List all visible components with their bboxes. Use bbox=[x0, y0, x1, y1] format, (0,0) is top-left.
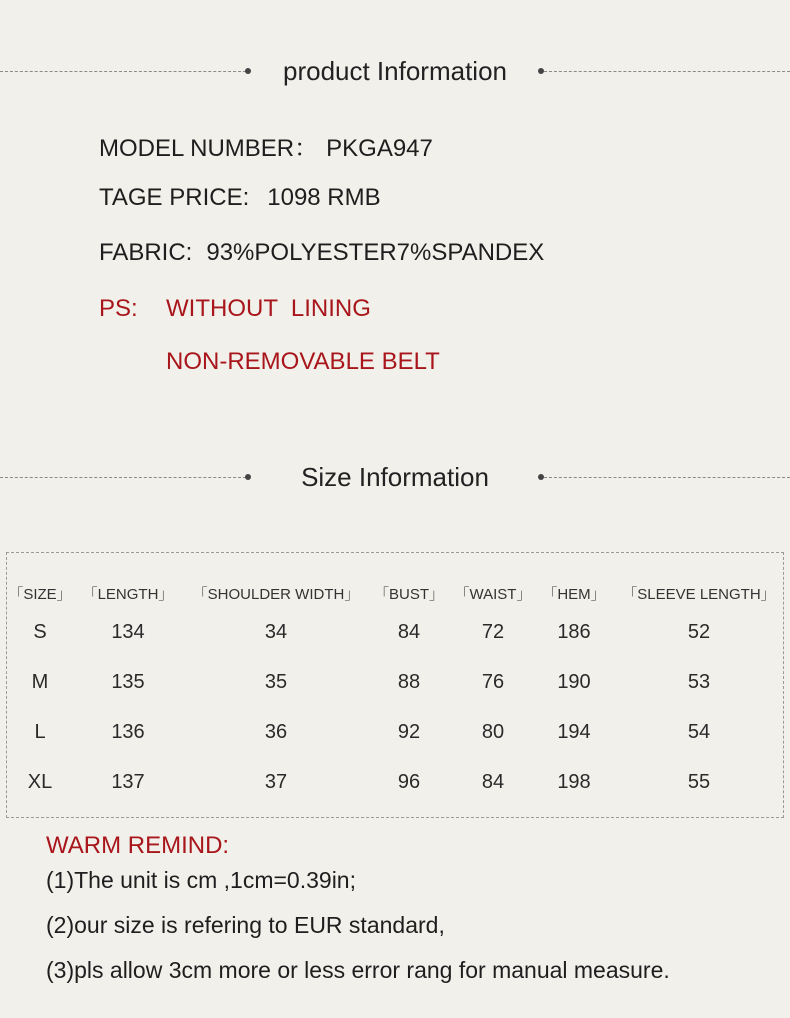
table-cell: 72 bbox=[481, 620, 505, 643]
ps-row-2 bbox=[166, 348, 440, 376]
column-header-shoulder-width: 「SHOULDER WIDTH」 bbox=[192, 585, 360, 603]
remind-error-note: (3)pls allow 3cm more or less error rang for manual measure. bbox=[46, 957, 670, 983]
tag-price-value: 1098 RMB bbox=[267, 184, 381, 211]
table-cell: 76 bbox=[481, 670, 505, 693]
table-cell: L bbox=[34, 720, 46, 743]
table-cell: 52 bbox=[687, 620, 711, 643]
table-cell: 134 bbox=[111, 620, 145, 643]
table-cell: 135 bbox=[111, 670, 145, 693]
size-info-header bbox=[0, 458, 790, 498]
size-info-title: Size Information bbox=[301, 462, 489, 492]
ps-label: PS: bbox=[99, 295, 138, 322]
ps-note-belt: NON-REMOVABLE BELT bbox=[166, 348, 440, 375]
fabric-label: FABRIC: bbox=[99, 239, 193, 266]
table-cell: XL bbox=[27, 770, 53, 793]
table-cell: 35 bbox=[264, 670, 288, 693]
table-cell: 137 bbox=[111, 770, 145, 793]
remind-standard-note: (2)our size is refering to EUR standard, bbox=[46, 912, 445, 938]
table-cell: 190 bbox=[557, 670, 591, 693]
fabric-value: 93%POLYESTER7%SPANDEX bbox=[206, 239, 545, 266]
table-cell: 194 bbox=[557, 720, 591, 743]
model-number-value: PKGA947 bbox=[326, 135, 433, 162]
ps-row bbox=[99, 295, 371, 323]
table-cell: S bbox=[33, 620, 47, 643]
column-header-hem: 「HEM」 bbox=[542, 585, 606, 603]
table-cell: 198 bbox=[557, 770, 591, 793]
product-info-title: product Information bbox=[282, 56, 507, 86]
table-row bbox=[7, 757, 787, 807]
column-header-sleeve-length: 「SLEEVE LENGTH」 bbox=[622, 585, 776, 603]
model-number-row bbox=[99, 128, 433, 163]
header-divider-right bbox=[544, 71, 790, 72]
warm-remind-title: WARM REMIND: bbox=[46, 832, 230, 859]
table-cell: 37 bbox=[264, 770, 288, 793]
size-table bbox=[7, 579, 787, 807]
column-header-bust: 「BUST」 bbox=[373, 585, 444, 603]
model-number-label: MODEL NUMBER： bbox=[99, 135, 319, 162]
tag-price-row bbox=[99, 184, 381, 212]
header-divider-right bbox=[544, 477, 790, 478]
column-header-size: 「SIZE」 bbox=[8, 585, 72, 603]
ps-note-lining: WITHOUT LINING bbox=[166, 295, 371, 322]
table-cell: 54 bbox=[687, 720, 711, 743]
column-header-length: 「LENGTH」 bbox=[82, 585, 174, 603]
table-cell: 53 bbox=[687, 670, 711, 693]
size-table-header-row bbox=[7, 579, 787, 607]
table-cell: M bbox=[31, 670, 49, 693]
column-header-waist: 「WAIST」 bbox=[454, 585, 532, 603]
table-cell: 88 bbox=[397, 670, 421, 693]
table-cell: 36 bbox=[264, 720, 288, 743]
table-cell: 136 bbox=[111, 720, 145, 743]
table-cell: 34 bbox=[264, 620, 288, 643]
table-row bbox=[7, 707, 787, 757]
fabric-row bbox=[99, 239, 544, 267]
table-cell: 55 bbox=[687, 770, 711, 793]
table-cell: 84 bbox=[397, 620, 421, 643]
remind-unit-note: (1)The unit is cm ,1cm=0.39in; bbox=[46, 867, 356, 893]
table-cell: 84 bbox=[481, 770, 505, 793]
tag-price-label: TAGE PRICE: bbox=[99, 184, 250, 211]
table-cell: 80 bbox=[481, 720, 505, 743]
table-cell: 186 bbox=[557, 620, 591, 643]
table-row bbox=[7, 607, 787, 657]
table-cell: 96 bbox=[397, 770, 421, 793]
size-table-frame bbox=[6, 552, 784, 818]
product-info-header bbox=[0, 52, 790, 92]
table-row bbox=[7, 657, 787, 707]
table-cell: 92 bbox=[397, 720, 421, 743]
